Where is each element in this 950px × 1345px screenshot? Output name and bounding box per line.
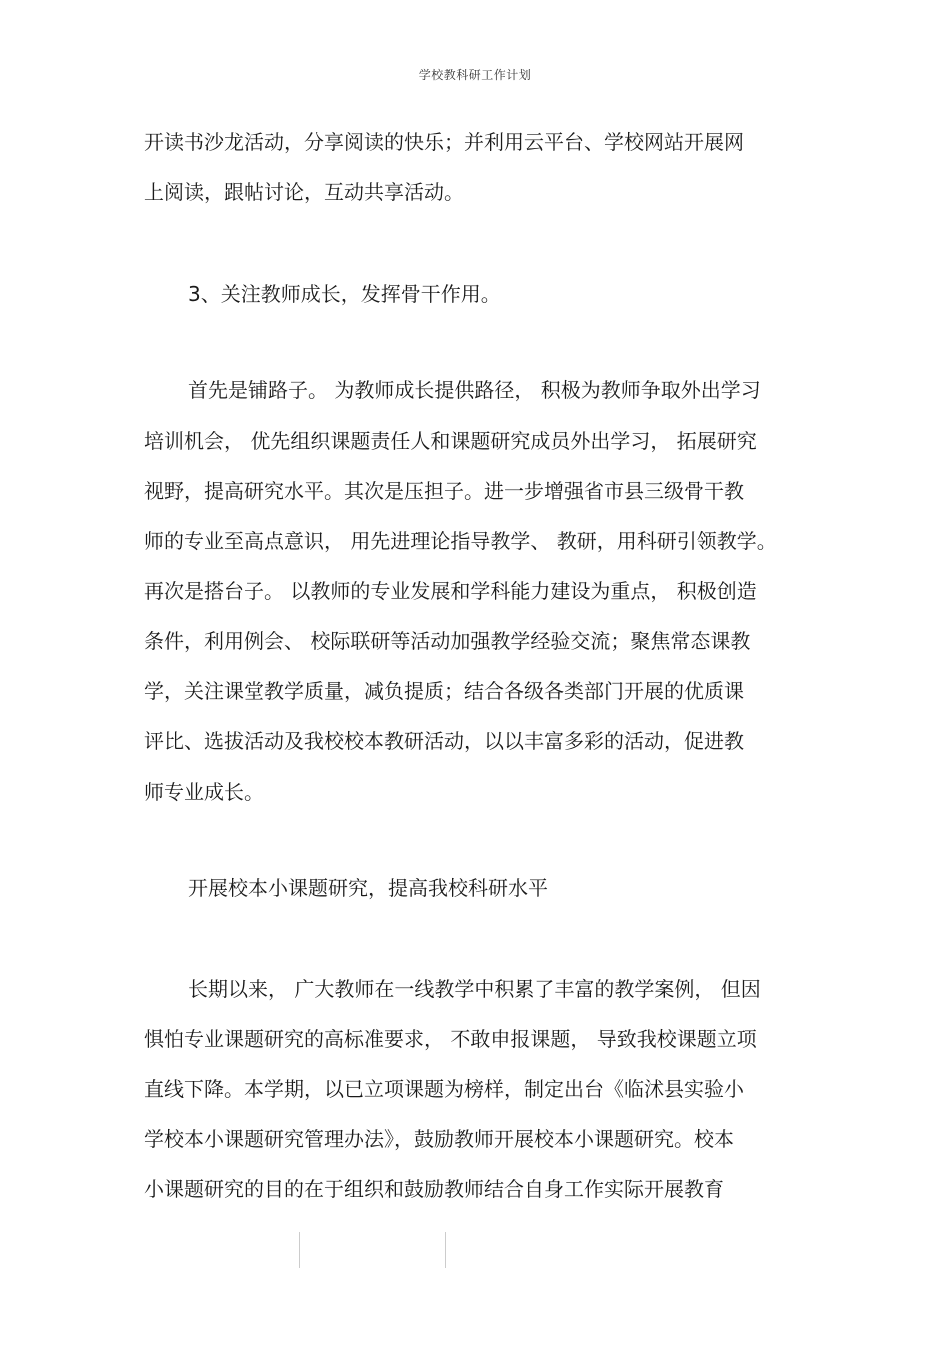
paragraph-3-line-4: 学校本小课题研究管理办法》，鼓励教师开展校本小课题研究。校本	[144, 1127, 734, 1151]
section-heading-4: 开展校本小课题研究，提高我校科研水平	[188, 876, 548, 900]
paragraph-2-line-2: 培训机会， 优先组织课题责任人和课题研究成员外出学习， 拓展研究	[144, 429, 757, 453]
paragraph-3-line-3: 直线下降。本学期，以已立项课题为榜样，制定出台《临沭县实验小	[144, 1077, 744, 1101]
paragraph-2-line-8: 评比、选拔活动及我校校本教研活动，以以丰富多彩的活动，促进教	[144, 729, 744, 753]
paragraph-2-line-9: 师专业成长。	[144, 780, 264, 804]
footer-divider-right	[445, 1232, 446, 1268]
paragraph-2-line-4: 师的专业至高点意识， 用先进理论指导教学、 教研，用科研引领教学。	[144, 529, 777, 553]
footer-divider-left	[299, 1232, 300, 1268]
paragraph-2-line-1: 首先是铺路子。 为教师成长提供路径， 积极为教师争取外出学习	[188, 378, 761, 402]
paragraph-1-line-2: 上阅读，跟帖讨论，互动共享活动。	[144, 180, 464, 204]
paragraph-3-line-2: 惧怕专业课题研究的高标准要求， 不敢申报课题， 导致我校课题立项	[144, 1027, 757, 1051]
paragraph-2-line-7: 学，关注课堂教学质量，减负提质；结合各级各类部门开展的优质课	[144, 679, 744, 703]
paragraph-2-line-6: 条件，利用例会、 校际联研等活动加强教学经验交流；聚焦常态课教	[144, 629, 751, 653]
paragraph-3-line-5: 小课题研究的目的在于组织和鼓励教师结合自身工作实际开展教育	[144, 1177, 724, 1201]
paragraph-1-line-1: 开读书沙龙活动，分享阅读的快乐；并利用云平台、学校网站开展网	[144, 130, 744, 154]
paragraph-3-line-1: 长期以来， 广大教师在一线教学中积累了丰富的教学案例， 但因	[188, 977, 761, 1001]
section-heading-3: 3、关注教师成长，发挥骨干作用。	[188, 282, 501, 306]
page-header-title: 学校教科研工作计划	[418, 68, 532, 82]
paragraph-2-line-3: 视野，提高研究水平。其次是压担子。进一步增强省市县三级骨干教	[144, 479, 744, 503]
paragraph-2-line-5: 再次是搭台子。 以教师的专业发展和学科能力建设为重点， 积极创造	[144, 579, 757, 603]
